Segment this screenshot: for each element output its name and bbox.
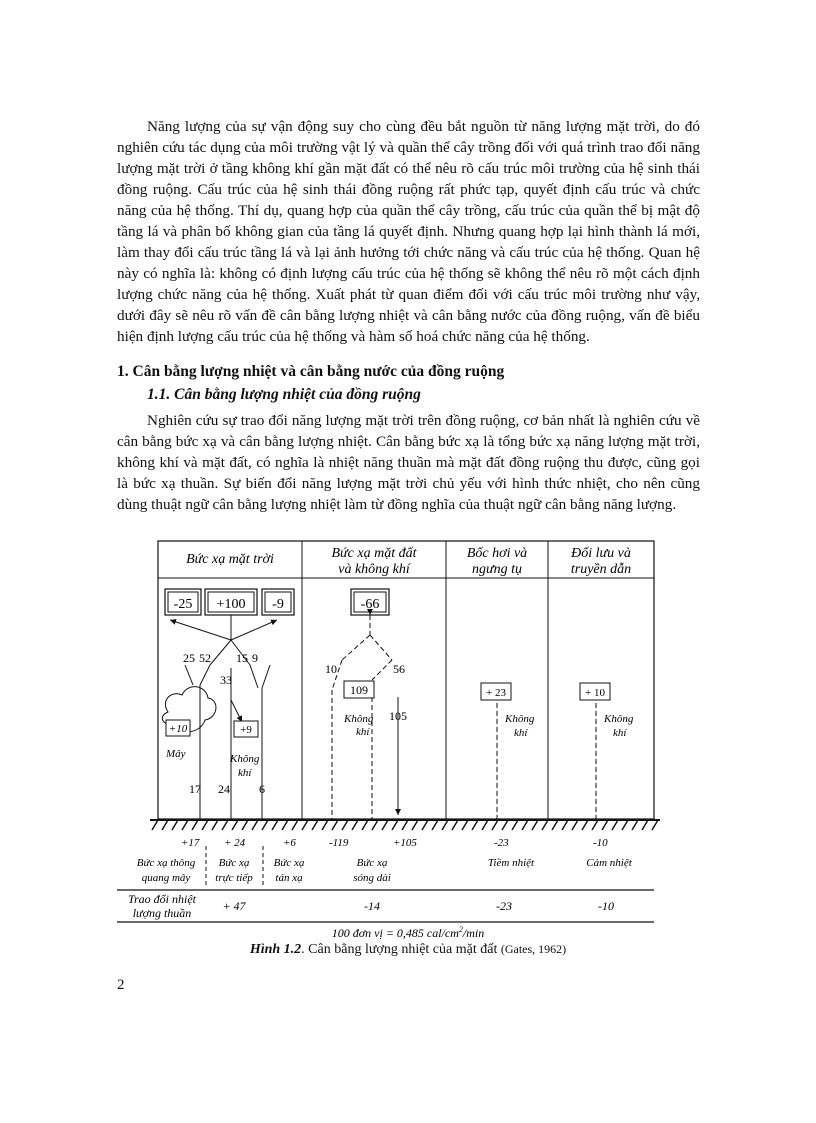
- caption-label: Hình 1.2: [249, 942, 302, 957]
- subsection-heading: 1.1. Cân bằng lượng nhiệt của đồng ruộng: [147, 386, 421, 403]
- label-sensible-heat: Cảm nhiệt: [586, 857, 632, 869]
- net-label-2: lượng thuần: [132, 906, 192, 920]
- svg-text:-25: -25: [173, 597, 193, 612]
- ground-value-1: +17: [181, 837, 200, 849]
- label-khi-3: khí: [514, 727, 528, 739]
- net-value-4: -10: [598, 899, 614, 913]
- body-paragraph-2: Nghiên cứu sự trao đổi năng lượng mặt trời trên đồng ruộng, cơ bản nhất là nghiên cứu về cân bằng bức xạ và cân bằng lượng nhiệt. Cân bằng bức xạ là tổng bức xạ năng lượng mặt trời, không khí và mặt đất, có nghĩa là nhiệt năng thuần mà mặt đất đồng ruộng thu được, cũng gọi là bức xạ thuần. Sự biến đổi năng lượng mặt trời chủ yếu với hình thức nhiệt, cho nên cũng dùng thuật ngữ cân bằng lượng nhiệt làm từ đồng nghĩa của thuật ngữ cân bằng năng lượng.: [117, 412, 700, 513]
- net-value-2: -14: [364, 899, 380, 913]
- label-longwave-1: Bức xạ: [356, 857, 388, 869]
- header-conv-1: Đối lưu và: [571, 546, 631, 561]
- figure-caption: [0, 942, 816, 958]
- value-105: 105: [389, 709, 407, 723]
- ground-value-5: +105: [393, 837, 417, 849]
- label-khong-2: Không: [344, 713, 374, 725]
- ground-value-7: -10: [593, 837, 608, 849]
- value-10: 10: [325, 662, 337, 676]
- ground-value-6: -23: [494, 837, 509, 849]
- svg-text:-66: -66: [360, 597, 380, 612]
- label-longwave-2: sóng dài: [353, 872, 391, 884]
- svg-text:+100: +100: [216, 597, 246, 612]
- ground-value-2: + 24: [224, 837, 246, 849]
- label-cloud-transmitted-2: quang mây: [141, 872, 191, 884]
- svg-text:+ 23: + 23: [486, 687, 506, 699]
- value-52: 52: [199, 651, 211, 665]
- header-ground-air-1: Bức xạ mặt đất: [331, 546, 417, 561]
- figure-frame: [158, 541, 654, 819]
- value-25: 25: [183, 651, 195, 665]
- net-label-1: Trao đổi nhiệt: [127, 892, 197, 906]
- label-khi-4: khí: [613, 727, 627, 739]
- ground-hatch: [150, 820, 660, 830]
- label-khong-4: Không: [604, 713, 634, 725]
- label-khi: khí: [238, 767, 252, 779]
- label-khong-3: Không: [505, 713, 535, 725]
- label-may: Mây: [166, 748, 186, 760]
- label-diffuse-2: tán xạ: [275, 872, 303, 884]
- header-conv-2: truyền dẫn: [570, 562, 632, 577]
- box-minus9: [262, 589, 294, 615]
- value-24: 24: [218, 782, 230, 796]
- label-khi-2: khí: [356, 726, 370, 738]
- value-9: 9: [252, 651, 258, 665]
- ground-value-3: +6: [283, 837, 296, 849]
- body-paragraph-1: Năng lượng của sự vận động suy cho cùng đều bắt nguồn từ năng lượng mặt trời, do đó nghiên cứu tác dụng của môi trường vật lý và quần thể cây trồng đối với quá trình trao đổi năng lượng mặt trời ở tầng không khí gần mặt đất có thể nêu rõ cấu trúc môi trường của hệ sinh thái đồng ruộng. Cấu trúc của hệ sinh thái đồng ruộng rất phức tạp, quyết định cấu trúc và chức năng của hệ thống. Thí dụ, quang hợp của quần thể cây trồng, cấu trúc của quần thể bị mật độ tầng lá và phân bố không gian của tầng lá quyết định. Nhưng quang hợp lại hình thành lá mới, làm thay đổi cấu trúc tầng lá và lại ảnh hưởng tới chức năng và cấu trúc của hệ thống. Quan hệ này có nghĩa là: không có định lượng cấu trúc của hệ thống sẽ không thể nêu rõ một cách định lượng chức năng của hệ thống. Xuất phát từ quan điểm đối với cấu trúc môi trường như vậy, dưới đây sẽ nêu rõ vấn đề cân bằng lượng nhiệt và cân bằng nước của đồng ruộng, vấn đề biểu hiện định lượng cấu trúc của hệ thống và hàm số hoá chức năng của hệ thống.: [117, 118, 700, 345]
- header-evap-1: Bốc hơi và: [466, 546, 528, 561]
- svg-text:+10: +10: [168, 723, 188, 735]
- value-17: 17: [189, 782, 201, 796]
- value-33: 33: [220, 673, 232, 687]
- header-solar: Bức xạ mặt trời: [186, 552, 274, 567]
- value-6: 6: [259, 782, 265, 796]
- svg-text:+9: +9: [240, 724, 252, 736]
- header-evap-2: ngưng tụ: [471, 562, 523, 577]
- box-minus66: [351, 589, 389, 615]
- unit-note: 100 đơn vị = 0,485 cal/$cm^2/\min$: [331, 925, 485, 940]
- net-value-1: + 47: [222, 899, 246, 913]
- caption-text: . Cân bằng lượng nhiệt của mặt đất: [301, 942, 501, 957]
- svg-text:+ 10: + 10: [585, 687, 605, 699]
- net-value-3: -23: [496, 899, 512, 913]
- section-heading: 1. Cân bằng lượng nhiệt và cân bằng nước của đồng ruộng: [117, 363, 505, 380]
- caption-source: (Gates, 1962): [500, 942, 567, 956]
- box-minus25: [165, 589, 201, 615]
- label-direct-2: trực tiếp: [215, 872, 253, 884]
- box-plus100: [205, 589, 257, 615]
- label-cloud-transmitted-1: Bức xạ thông: [136, 857, 196, 869]
- svg-text:109: 109: [350, 683, 368, 697]
- header-ground-air-2: và không khí: [338, 562, 410, 577]
- label-diffuse-1: Bức xạ: [273, 857, 305, 869]
- page-number: 2: [117, 977, 125, 993]
- value-15: 15: [236, 651, 248, 665]
- label-khong: Không: [230, 753, 260, 765]
- label-latent-heat: Tiềm nhiệt: [487, 857, 535, 869]
- value-56: 56: [393, 662, 405, 676]
- ground-value-4: -119: [329, 837, 349, 849]
- label-direct-1: Bức xạ: [218, 857, 250, 869]
- svg-text:-9: -9: [272, 597, 284, 612]
